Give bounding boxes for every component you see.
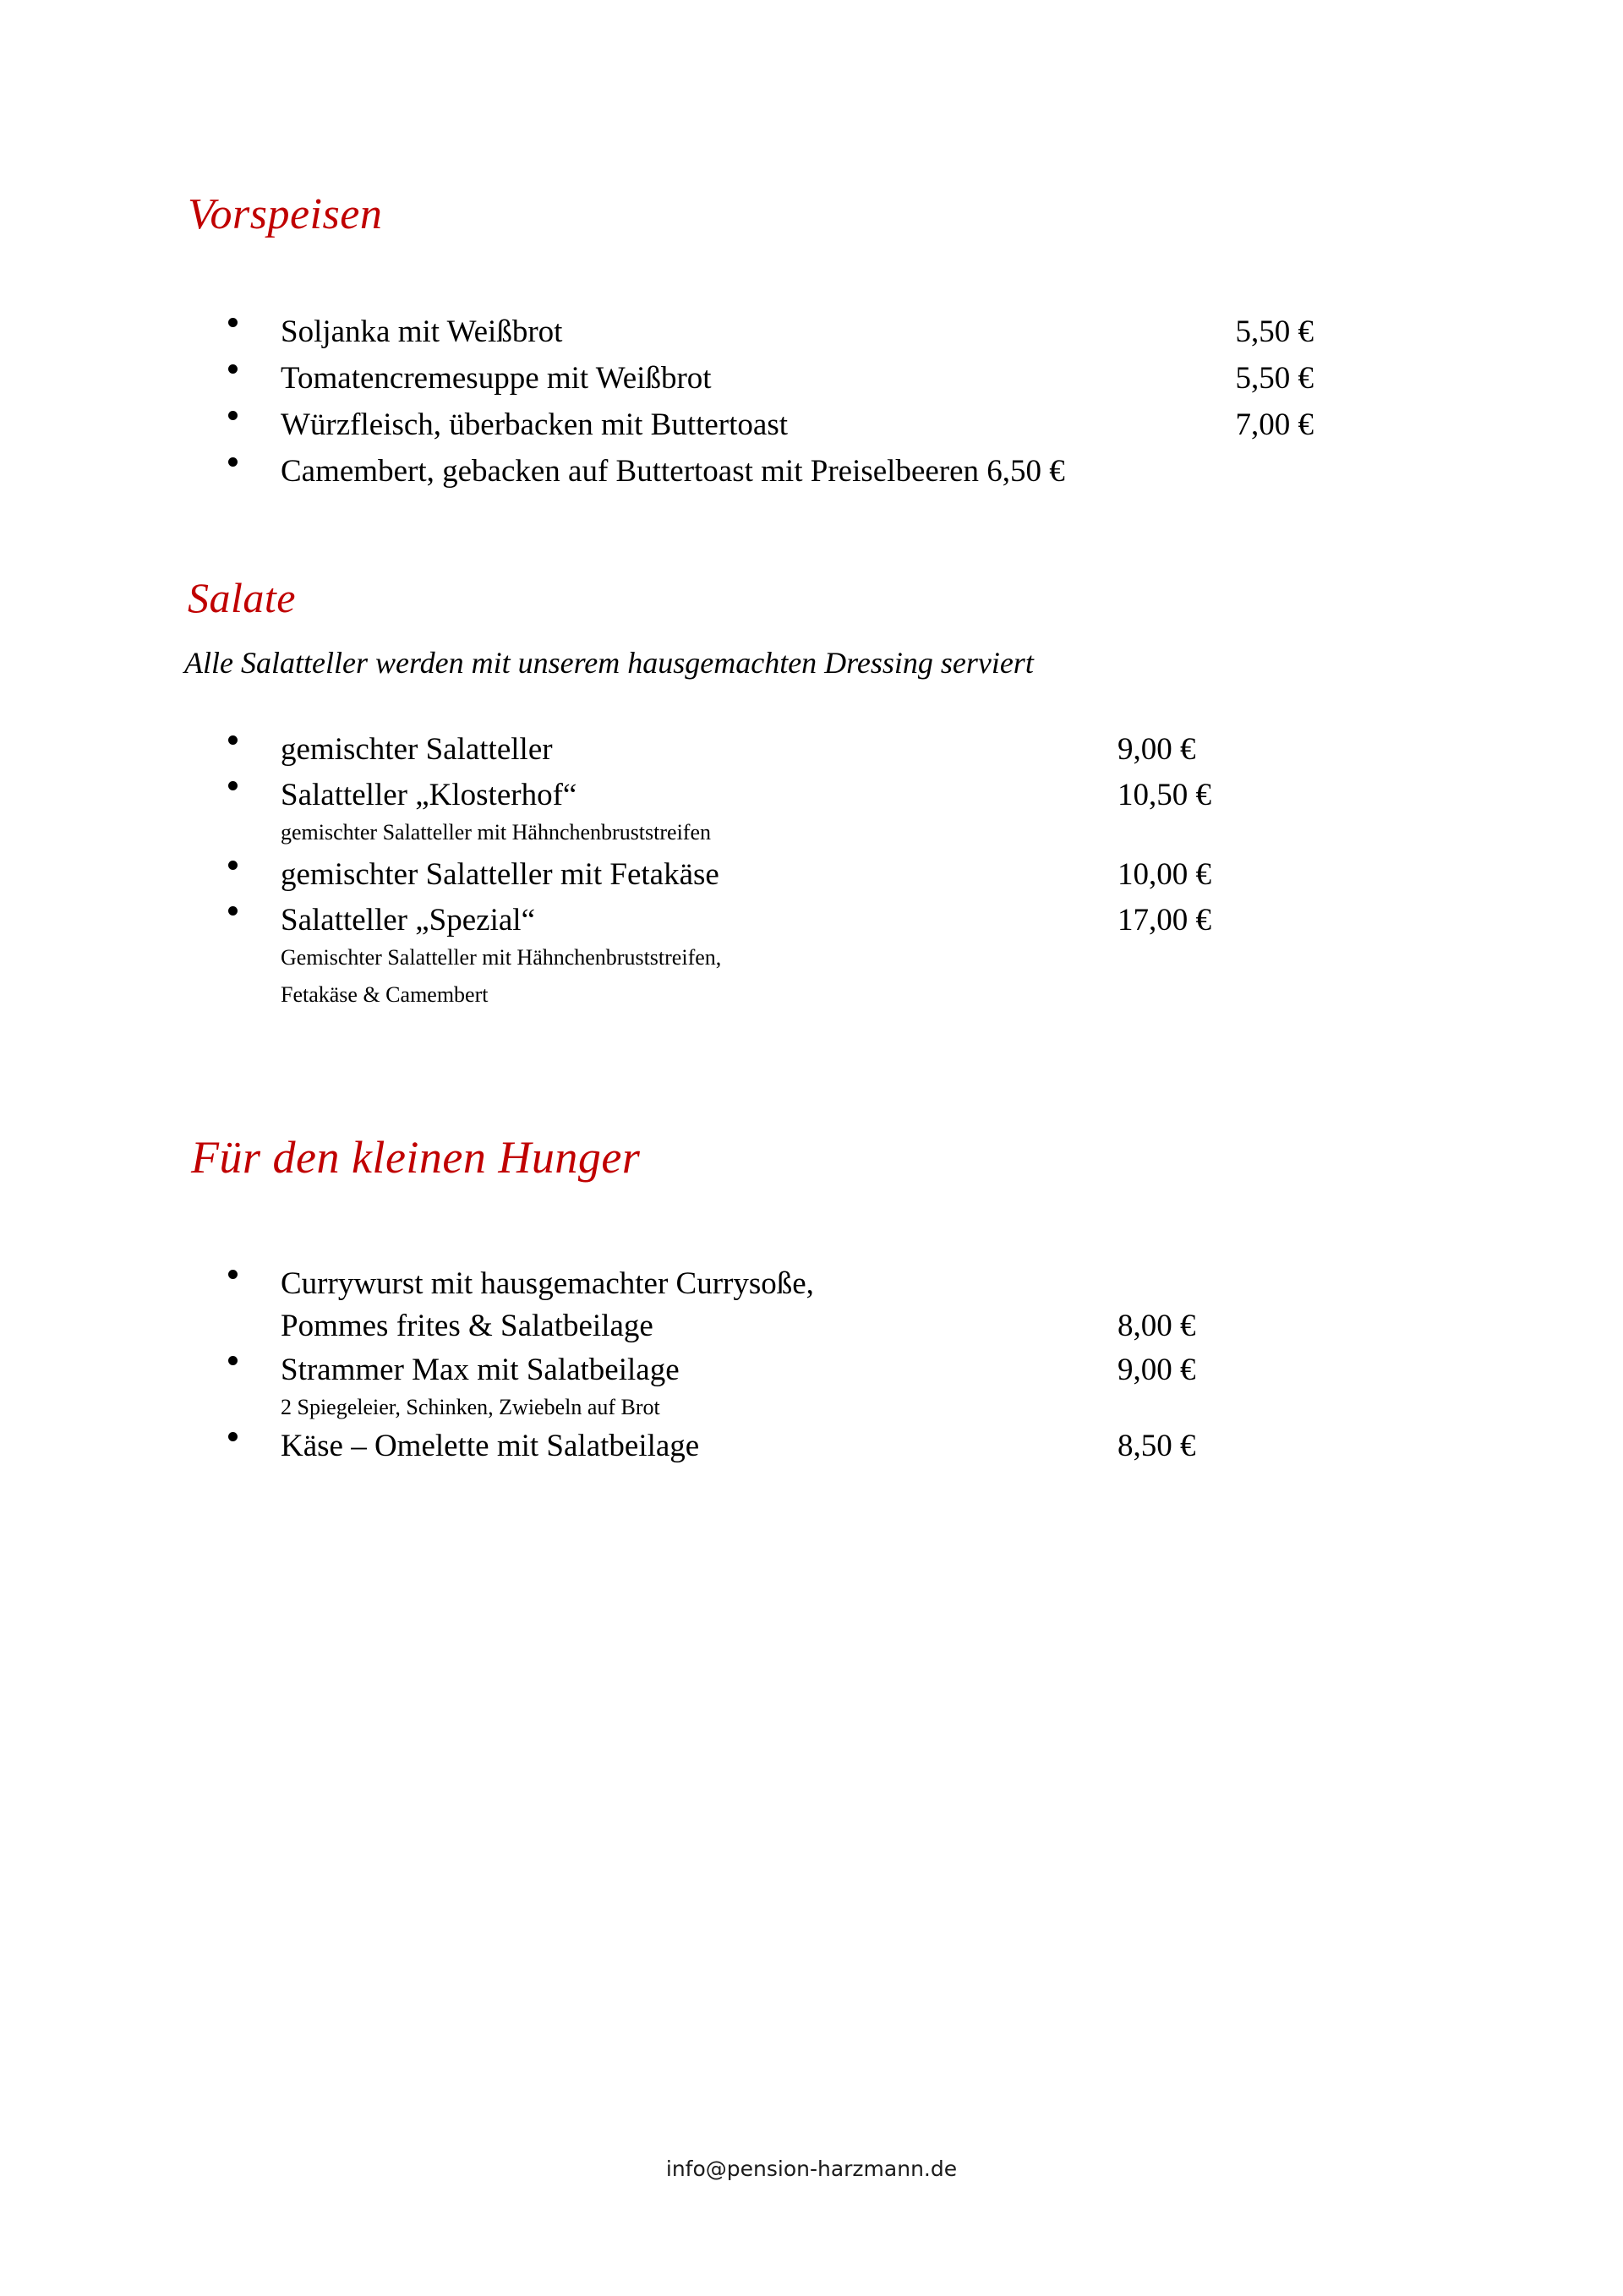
bullet-icon (228, 1432, 238, 1441)
menu-list-vorspeisen (228, 311, 1344, 497)
menu-item-name: Käse – Omelette mit Salatbeilage (281, 1429, 700, 1463)
menu-item-row (281, 774, 1344, 817)
menu-item-row (281, 451, 1344, 493)
section-heading-vorspeisen: Vorspeisen (188, 190, 383, 238)
bullet-icon (228, 861, 238, 870)
menu-item (228, 729, 1344, 771)
menu-item-row (281, 358, 1344, 400)
bullet-icon (228, 457, 238, 467)
menu-item-price: 9,00 € (1118, 1353, 1196, 1387)
bullet-icon (228, 1356, 238, 1365)
menu-item-name: Salatteller „Spezial“ (281, 903, 535, 938)
section-subtitle-salate: Alle Salatteller werden mit unserem hausgemachten Dressing serviert (184, 646, 1034, 680)
menu-item-price: 9,00 € (1118, 732, 1196, 767)
menu-item-price (979, 454, 1065, 489)
bullet-icon (228, 735, 238, 745)
menu-item-price-value: 6,50 € (986, 454, 1065, 489)
menu-item (228, 1263, 1352, 1348)
menu-item-row (281, 1263, 1352, 1305)
menu-item-row (281, 1425, 1352, 1468)
bullet-icon (228, 318, 238, 327)
menu-item-description: Gemischter Salatteller mit Hähnchenbruststreifen, (281, 945, 722, 970)
bullet-icon (228, 411, 238, 420)
menu-item-name: Würzfleisch, überbacken mit Buttertoast (281, 407, 789, 442)
menu-item-row (281, 1349, 1352, 1391)
footer-email: info@pension-harzmann.de (665, 2157, 958, 2181)
menu-item-description: gemischter Salatteller mit Hähnchenbruststreifen (281, 820, 711, 845)
bullet-icon (228, 781, 238, 790)
menu-item-row (281, 854, 1344, 896)
menu-item (228, 1349, 1352, 1424)
menu-item (228, 311, 1344, 353)
menu-item-price: 5,50 € (1235, 361, 1314, 396)
menu-item (228, 774, 1344, 849)
bullet-icon (228, 906, 238, 916)
menu-item-name: Camembert, gebacken auf Buttertoast mit Preiselbeeren (281, 454, 980, 489)
menu-list-hunger (228, 1263, 1352, 1469)
menu-item-price: 8,00 € (1118, 1309, 1196, 1343)
menu-item-description: 2 Spiegeleier, Schinken, Zwiebeln auf Brot (281, 1395, 660, 1419)
section-heading-salate: Salate (188, 574, 296, 621)
menu-item-name: Strammer Max mit Salatbeilage (281, 1353, 680, 1387)
section-heading-hunger: Für den kleinen Hunger (191, 1132, 641, 1183)
menu-item-price: 17,00 € (1118, 903, 1211, 938)
menu-item-row-line2 (281, 1305, 1352, 1348)
bullet-icon (228, 1270, 238, 1279)
menu-item-price: 10,50 € (1118, 778, 1211, 812)
menu-item-name-line2: Pommes frites & Salatbeilage (281, 1309, 653, 1343)
menu-item-price: 5,50 € (1235, 314, 1314, 349)
menu-item-row (281, 899, 1344, 942)
menu-item-name: Salatteller „Klosterhof“ (281, 778, 577, 812)
menu-item (228, 1425, 1352, 1468)
menu-list-salate (228, 729, 1344, 1016)
menu-item-price: 8,50 € (1118, 1429, 1196, 1463)
menu-item-name: gemischter Salatteller (281, 732, 553, 767)
menu-item-row (281, 311, 1344, 353)
menu-item (228, 854, 1344, 896)
menu-item-price: 7,00 € (1235, 407, 1314, 442)
menu-item-row (281, 729, 1344, 771)
menu-item (228, 899, 1344, 1011)
menu-item-row (281, 404, 1344, 446)
menu-item-name: Soljanka mit Weißbrot (281, 314, 563, 349)
menu-item-description-line2: Fetakäse & Camembert (281, 982, 489, 1007)
menu-item (228, 404, 1344, 446)
menu-item-name: Tomatencremesuppe mit Weißbrot (281, 361, 712, 396)
menu-item-name: Currywurst mit hausgemachter Currysoße, (281, 1266, 814, 1301)
menu-item (228, 451, 1344, 493)
menu-item-price: 10,00 € (1118, 857, 1211, 892)
menu-item (228, 358, 1344, 400)
bullet-icon (228, 364, 238, 374)
menu-item-name: gemischter Salatteller mit Fetakäse (281, 857, 719, 892)
